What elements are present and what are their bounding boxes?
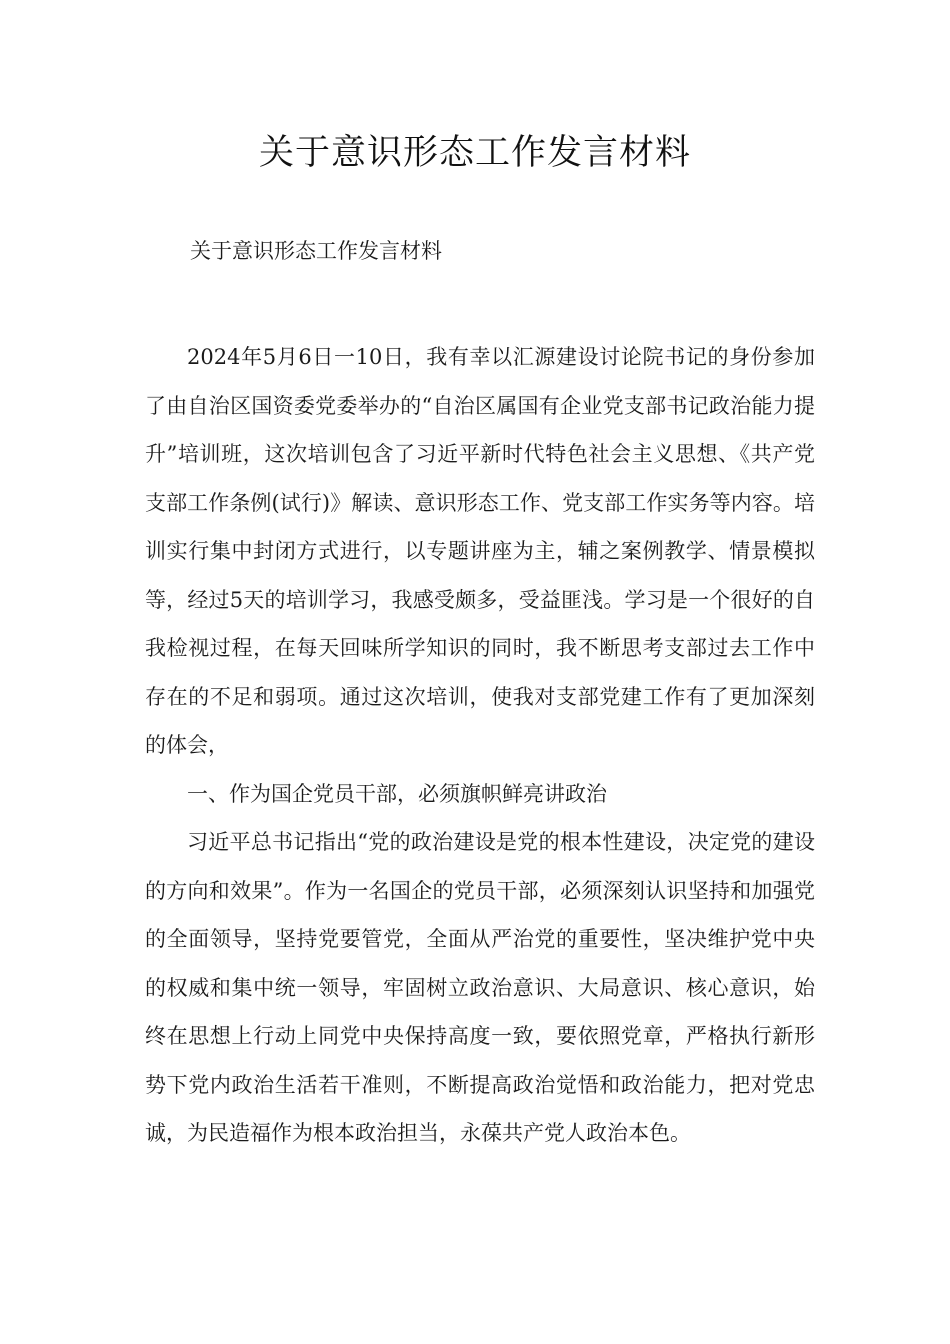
document-title: 关于意识形态工作发言材料: [258, 133, 691, 173]
document-body: [145, 333, 815, 1158]
paragraph-politics: 习近平总书记指出“党的政治建设是党的根本性建设，决定党的建设的方向和效果”。作为一名国企的党员干部，必须深刻认识坚持和加强党的全面领导，坚持党要管党，全面从严治党的重要性，坚决维护党中央的权威和集中统一领导，牢固树立政治意识、大局意识、核心意识，始终在思想上行动上同党中央保持高度一致，要依照党章，严格执行新形势下党内政治生活若干准则，不断提高政治觉悟和政治能力，把对党忠诚，为民造福作为根本政治担当，永葆共产党人政治本色。: [145, 830, 815, 1145]
paragraph-intro: 2024年5月6日一10日，我有幸以汇源建设讨论院书记的身份参加了由自治区国资委党委举办的“自治区属国有企业党支部书记政治能力提升”培训班，这次培训包含了习近平新时代特色社会主义思想、《共产党支部工作条例(试行)》解读、意识形态工作、党支部工作实务等内容。培训实行集中封闭方式进行，以专题讲座为主，辅之案例教学、情景模拟等，经过5天的培训学习，我感受颇多，受益匪浅。学习是一个很好的自我检视过程，在每天回味所学知识的同时，我不断思考支部过去工作中存在的不足和弱项。通过这次培训，使我对支部党建工作有了更加深刻的体会，: [145, 345, 815, 757]
section-heading: 一、作为国企党员干部，必须旗帜鲜亮讲政治: [187, 781, 607, 806]
document-subtitle: 关于意识形态工作发言材料: [190, 239, 442, 263]
